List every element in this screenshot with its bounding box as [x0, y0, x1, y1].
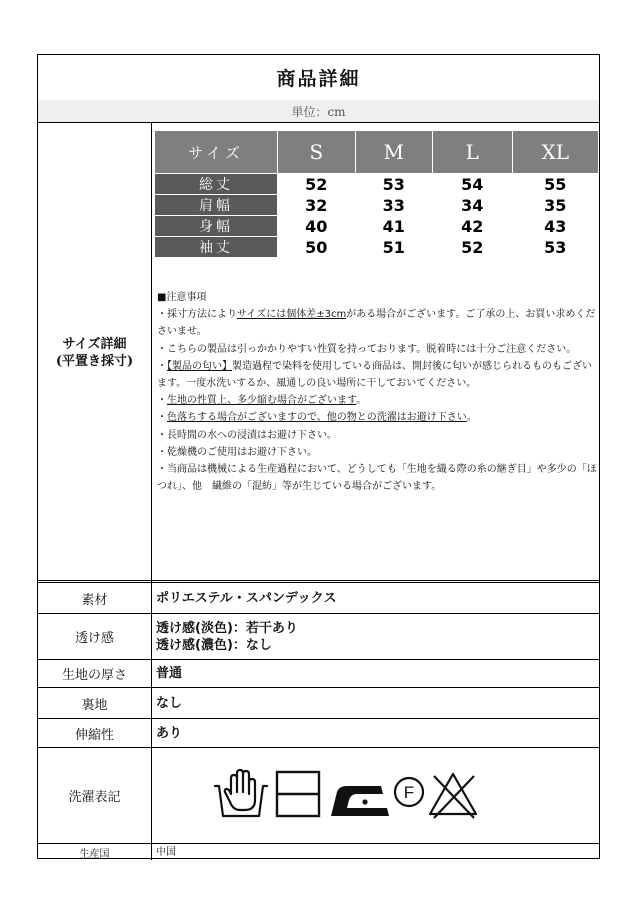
lining-label: 裏地 — [38, 688, 152, 718]
note-text: ・ — [157, 395, 167, 407]
sheer-row — [38, 614, 599, 660]
thickness-value: 普通 — [156, 666, 183, 681]
note-emphasis: サイズには個体差±3cm — [237, 309, 347, 321]
note-text: ・ — [157, 360, 167, 372]
size-header-l: L — [433, 131, 512, 174]
dry-clean-f-icon — [395, 778, 423, 806]
stretch-row — [38, 719, 599, 748]
stretch-label: 伸縮性 — [38, 719, 152, 747]
notes-heading: ■注意事項 — [157, 292, 207, 303]
table-cell: 51 — [355, 237, 433, 258]
sheer-light-value: 透け感(淡色)：若干あり — [156, 620, 298, 636]
note-item: ・こちらの製品は引っかかりやすい性質を持っております。脱着時には十分ご注意ください。 — [157, 343, 577, 355]
thickness-row — [38, 660, 599, 688]
note-text: 。 — [466, 412, 477, 424]
table-cell: 32 — [278, 195, 356, 216]
table-cell: 52 — [433, 237, 512, 258]
note-text: 。 — [356, 395, 367, 407]
note-item: ・長時間の水への浸漬はお避け下さい。 — [157, 429, 337, 441]
size-header-label: サイズ — [155, 131, 278, 174]
care-row — [38, 748, 599, 844]
table-row — [155, 237, 599, 258]
note-text: ・ — [157, 412, 167, 424]
note-item — [157, 306, 597, 340]
material-label: 素材 — [38, 583, 152, 613]
row-label: 肩幅 — [155, 195, 278, 216]
origin-label: 生産国 — [38, 844, 152, 860]
note-text: 製造過程で染料を使用している商品は、開封後に匂いが感じられるものもございます。一度水洗いするか、風通しの良い場所に干しておいてください。 — [157, 360, 592, 390]
size-table — [154, 130, 599, 258]
row-label: 総丈 — [155, 174, 278, 195]
line-dry-icon — [277, 772, 319, 816]
note-emphasis: 色落ちする場合がございますので、他の物との洗濯はお避け下さい — [167, 412, 467, 424]
table-cell: 54 — [433, 174, 512, 195]
table-cell: 50 — [278, 237, 356, 258]
note-text: ・採寸方法により — [157, 309, 237, 321]
table-row — [155, 216, 599, 237]
table-cell: 41 — [355, 216, 433, 237]
product-detail-table — [37, 54, 600, 859]
lining-row — [38, 688, 599, 719]
note-item — [157, 409, 597, 426]
table-row — [155, 195, 599, 216]
note-emphasis: 【製品の匂い】 — [167, 360, 232, 372]
note-text: がある場合がございます。ご了承の上、お買い求めくださいませ。 — [157, 309, 596, 338]
sheer-dark-value: 透け感(濃色)：なし — [156, 637, 272, 653]
table-row — [155, 174, 599, 195]
row-label: 袖丈 — [155, 237, 278, 258]
sheer-values — [156, 614, 595, 659]
no-tumble-dry-icon — [430, 774, 476, 818]
size-label-line2: (平置き採寸) — [55, 353, 134, 369]
table-cell: 53 — [355, 174, 433, 195]
table-cell: 53 — [512, 237, 598, 258]
size-label-line1: サイズ詳細 — [62, 336, 127, 352]
table-cell: 34 — [433, 195, 512, 216]
care-label: 洗濯表記 — [38, 748, 152, 843]
material-row — [38, 583, 599, 614]
thickness-label: 生地の厚さ — [38, 660, 152, 687]
table-cell: 43 — [512, 216, 598, 237]
table-cell: 33 — [355, 195, 433, 216]
origin-row — [38, 844, 599, 860]
stretch-value: あり — [156, 725, 183, 741]
dry-clean-letter: F — [403, 783, 415, 802]
note-item: ・乾燥機のご使用はお避け下さい。 — [157, 446, 317, 458]
note-item — [157, 392, 597, 409]
hand-wash-icon — [215, 770, 267, 816]
row-label: 身幅 — [155, 216, 278, 237]
note-item: ・当商品は機械による生産過程において、どうしても「生地を織る際の糸の継ぎ目」や多少の「ほつれ」、他 繊維の「混紡」等が生じている場合がございます。 — [157, 464, 597, 493]
size-header-m: M — [355, 131, 433, 174]
table-cell: 52 — [278, 174, 356, 195]
size-section-label — [38, 122, 152, 583]
page-title: 商品詳細 — [38, 55, 599, 101]
lining-value: なし — [156, 695, 183, 711]
origin-value: 中国 — [156, 846, 176, 858]
unit-label: 単位：cm — [38, 100, 599, 123]
material-value: ポリエステル・スパンデックス — [156, 590, 337, 606]
iron-low-icon — [331, 786, 389, 816]
size-header-s: S — [278, 131, 356, 174]
notes-section — [157, 289, 597, 495]
table-cell: 55 — [512, 174, 598, 195]
care-symbols — [213, 764, 513, 824]
sheer-label: 透け感 — [38, 614, 152, 659]
size-header-row — [155, 131, 599, 174]
table-cell: 35 — [512, 195, 598, 216]
note-emphasis: 生地の性質上、多少縮む場合がございます — [167, 395, 357, 407]
size-header-xl: XL — [512, 131, 598, 174]
table-cell: 40 — [278, 216, 356, 237]
note-item — [157, 358, 597, 392]
table-cell: 42 — [433, 216, 512, 237]
